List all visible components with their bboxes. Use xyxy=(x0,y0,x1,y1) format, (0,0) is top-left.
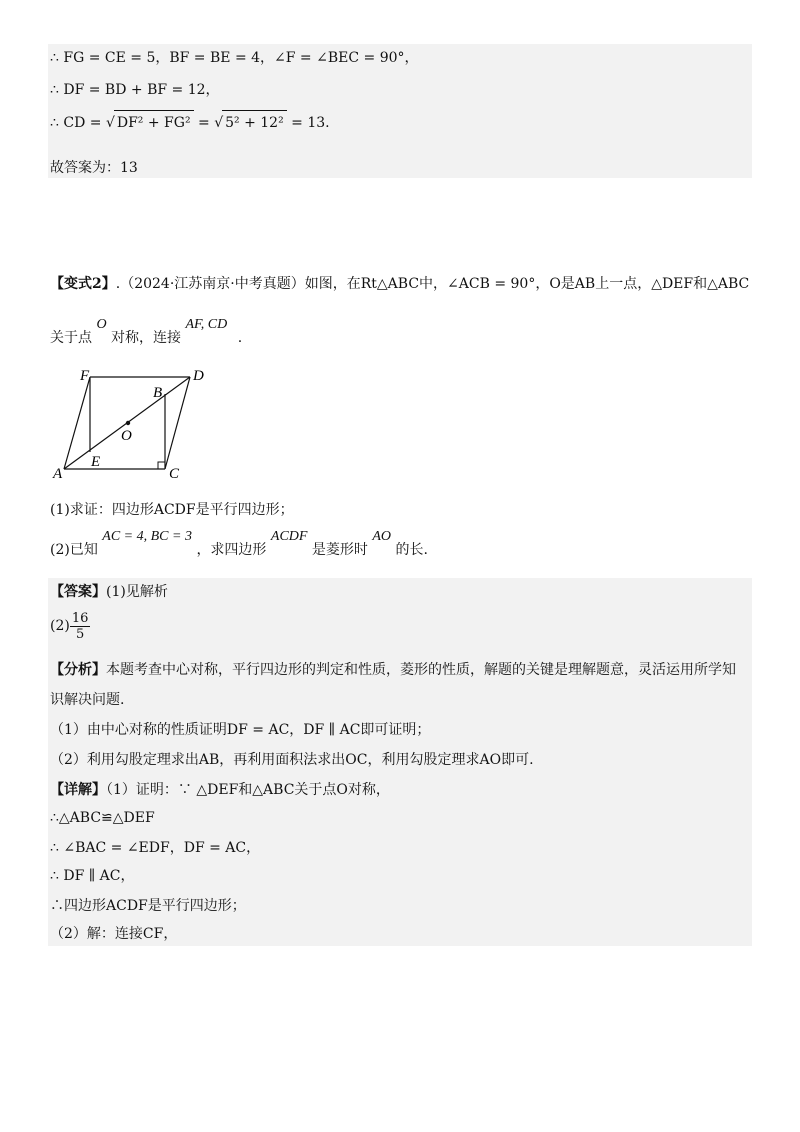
geometry-figure xyxy=(50,362,220,482)
period: . xyxy=(237,330,243,346)
label-e: E xyxy=(91,454,101,470)
answer-2 xyxy=(50,608,90,644)
fraction-16-5 xyxy=(70,611,91,642)
problem-line-1 xyxy=(50,274,749,294)
segment-dc xyxy=(165,377,190,469)
solution-line-fg-ce: ∴ FG = CE = 5，BF = BE = 4，∠F = ∠BEC = 90°， xyxy=(50,50,419,66)
point-o: O xyxy=(96,317,107,332)
detail-line-2: ∴△ABC≌△DEF xyxy=(50,810,155,826)
problem-text-1: .（2024·江苏南京·中考真题）如图，在Rt△ABC中，∠ACB = 90°，O是AB上一点，△DEF和△ABC xyxy=(115,276,750,292)
answer-tag: 【答案】 xyxy=(50,584,106,600)
analysis-line-2: 识解决问题. xyxy=(50,692,125,708)
analysis-tag: 【分析】 xyxy=(50,662,106,678)
label-a: A xyxy=(53,466,63,482)
detail-line-1 xyxy=(50,780,390,800)
label-f: F xyxy=(80,368,90,384)
analysis-line-1 xyxy=(50,660,736,680)
segments-af-cd: AF, CD xyxy=(185,317,228,332)
detail-tag: 【详解】 xyxy=(50,782,106,798)
answer-2-prefix: (2) xyxy=(50,618,70,634)
solution-line-cd: ∴ CD = √ DF² + FG² = √ 5² + 12² = 13. xyxy=(50,110,330,135)
q2-length: 的长. xyxy=(395,542,428,558)
q2-known: (2)已知 xyxy=(50,542,98,558)
sqrt-df-fg: DF² + FG² xyxy=(114,110,194,135)
cd-eq: = xyxy=(198,115,210,131)
question-1: (1)求证：四边形ACDF是平行四边形； xyxy=(50,502,294,518)
variant-tag: 【变式2】 xyxy=(50,276,116,292)
q2-rhombus: 是菱形时 xyxy=(311,542,368,558)
analysis-text-1: 本题考查中心对称，平行四边形的判定和性质，菱形的性质，解题的关键是理解题意，灵活运用所学知 xyxy=(106,662,736,678)
label-b: B xyxy=(153,385,163,401)
answer-1: (1)见解析 xyxy=(106,584,168,600)
answer-is-13: 故答案为：13 xyxy=(50,160,138,176)
detail-line-3: ∴ ∠BAC = ∠EDF，DF = AC， xyxy=(50,840,261,856)
detail-line-4: ∴ DF ∥ AC， xyxy=(50,868,135,884)
q2-ao: AO xyxy=(372,529,392,544)
q2-condition: AC = 4, BC = 3 xyxy=(102,529,192,544)
analysis-line-3: （1）由中心对称的性质证明DF = AC，DF ∥ AC即可证明； xyxy=(50,722,431,738)
question-2 xyxy=(50,530,428,564)
fraction-num: 16 xyxy=(71,610,89,626)
problem-line-2 xyxy=(50,317,243,354)
analysis-line-4: （2）利用勾股定理求出AB，再利用面积法求出OC，利用勾股定理求AO即可. xyxy=(50,752,534,768)
right-angle-c xyxy=(158,462,165,469)
label-d: D xyxy=(193,368,204,384)
label-o: O xyxy=(121,428,132,444)
answer-line xyxy=(50,582,168,602)
detail-line-6: （2）解：连接CF， xyxy=(50,926,178,942)
symmetric-connect: 对称，连接 xyxy=(111,330,182,346)
fraction-den: 5 xyxy=(75,626,85,642)
cd-result: = 13. xyxy=(291,115,330,131)
label-c: C xyxy=(169,466,180,482)
cd-left: ∴ CD = xyxy=(50,115,102,131)
segment-af xyxy=(64,377,90,469)
q2-find: ，求四边形 xyxy=(196,542,267,558)
detail-text-1: （1）证明：∵ △DEF和△ABC关于点O对称， xyxy=(106,782,390,798)
q2-quad: ACDF xyxy=(270,529,308,544)
sqrt-5-12: 5² + 12² xyxy=(222,110,287,135)
solution-line-df: ∴ DF = BD + BF = 12， xyxy=(50,82,220,98)
point-o-dot xyxy=(126,421,130,425)
about-point: 关于点 xyxy=(50,330,92,346)
detail-line-5: ∴四边形ACDF是平行四边形； xyxy=(50,898,246,914)
